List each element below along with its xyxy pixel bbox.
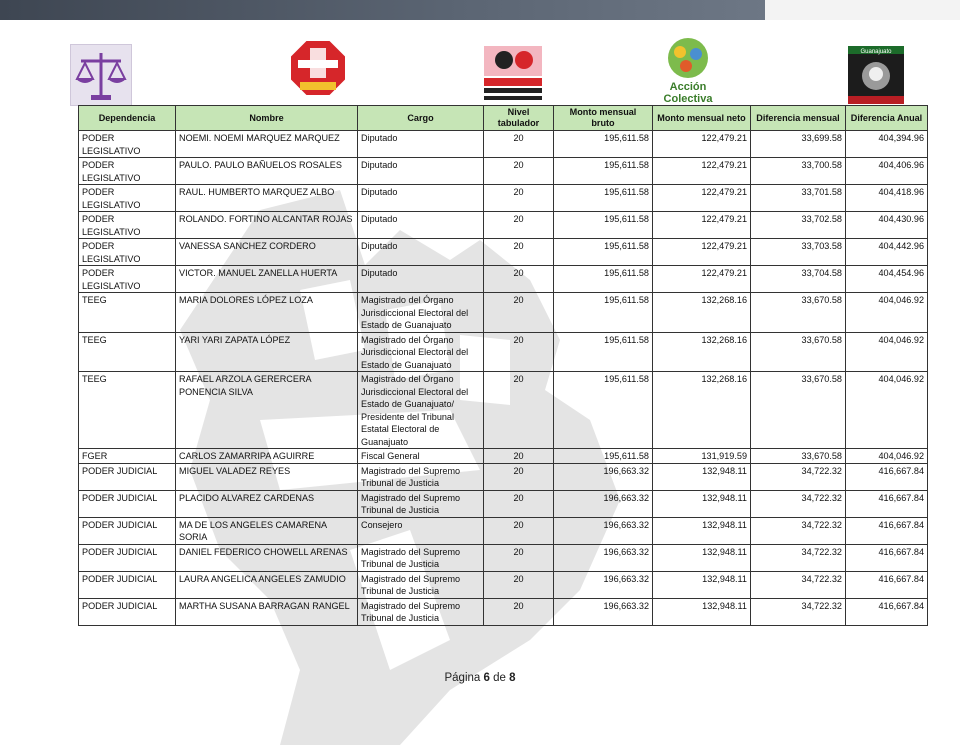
table-row xyxy=(79,293,928,333)
dependencia-cell: PODER JUDICIAL xyxy=(79,490,176,517)
cargo-cell: Magistrado del Órgano Jurisdiccional Electoral del Estado de Guanajuato xyxy=(358,332,484,372)
diferencia-mensual-cell: 34,722.32 xyxy=(751,571,846,598)
dependencia-cell: PODER LEGISLATIVO xyxy=(79,185,176,212)
nivel-cell: 20 xyxy=(484,293,554,333)
bruto-cell: 196,663.32 xyxy=(554,463,653,490)
nombre-cell: NOEMI. NOEMI MARQUEZ MARQUEZ xyxy=(176,131,358,158)
nivel-cell: 20 xyxy=(484,517,554,544)
diferencia-mensual-cell: 33,700.58 xyxy=(751,158,846,185)
column-header: Monto mensual bruto xyxy=(554,106,653,131)
diferencia-mensual-cell: 34,722.32 xyxy=(751,490,846,517)
column-header: Dependencia xyxy=(79,106,176,131)
nivel-cell: 20 xyxy=(484,598,554,625)
nombre-cell: ROLANDO. FORTINO ALCANTAR ROJAS xyxy=(176,212,358,239)
nombre-cell: RAUL. HUMBERTO MARQUEZ ALBO xyxy=(176,185,358,212)
neto-cell: 132,268.16 xyxy=(653,332,751,372)
nivel-cell: 20 xyxy=(484,332,554,372)
neto-cell: 132,948.11 xyxy=(653,490,751,517)
column-header: Nivel tabulador xyxy=(484,106,554,131)
nivel-cell: 20 xyxy=(484,449,554,464)
neto-cell: 122,479.21 xyxy=(653,239,751,266)
dependencia-cell: TEEG xyxy=(79,332,176,372)
nivel-cell: 20 xyxy=(484,158,554,185)
column-header: Nombre xyxy=(176,106,358,131)
bruto-cell: 196,663.32 xyxy=(554,490,653,517)
dependencia-cell: PODER LEGISLATIVO xyxy=(79,266,176,293)
cargo-cell: Magistrado del Supremo Tribunal de Justicia xyxy=(358,463,484,490)
dependencia-cell: FGER xyxy=(79,449,176,464)
dependencia-cell: PODER JUDICIAL xyxy=(79,463,176,490)
diferencia-mensual-cell: 33,670.58 xyxy=(751,293,846,333)
top-banner xyxy=(0,0,765,20)
table-row xyxy=(79,266,928,293)
bruto-cell: 195,611.58 xyxy=(554,332,653,372)
diferencia-anual-cell: 404,442.96 xyxy=(846,239,928,266)
diferencia-anual-cell: 404,406.96 xyxy=(846,158,928,185)
diferencia-mensual-cell: 34,722.32 xyxy=(751,463,846,490)
diferencia-anual-cell: 416,667.84 xyxy=(846,490,928,517)
nombre-cell: MARIA DOLORES LÓPEZ LOZA xyxy=(176,293,358,333)
table-row xyxy=(79,517,928,544)
neto-cell: 132,948.11 xyxy=(653,463,751,490)
scale-justice-icon xyxy=(70,44,132,106)
neto-cell: 122,479.21 xyxy=(653,212,751,239)
neto-cell: 122,479.21 xyxy=(653,266,751,293)
diferencia-mensual-cell: 33,670.58 xyxy=(751,372,846,449)
diferencia-mensual-cell: 33,702.58 xyxy=(751,212,846,239)
table-row xyxy=(79,185,928,212)
nivel-cell: 20 xyxy=(484,266,554,293)
cargo-cell: Magistrado del Supremo Tribunal de Justicia xyxy=(358,544,484,571)
bruto-cell: 196,663.32 xyxy=(554,571,653,598)
dependencia-cell: PODER JUDICIAL xyxy=(79,571,176,598)
diferencia-anual-cell: 404,454.96 xyxy=(846,266,928,293)
cargo-cell: Diputado xyxy=(358,239,484,266)
nombre-cell: LAURA ANGELICA ANGELES ZAMUDIO xyxy=(176,571,358,598)
cargo-cell: Diputado xyxy=(358,212,484,239)
dependencia-cell: TEEG xyxy=(79,293,176,333)
table-row xyxy=(79,449,928,464)
nombre-cell: VICTOR. MANUEL ZANELLA HUERTA xyxy=(176,266,358,293)
nombre-cell: MIGUEL VALADEZ REYES xyxy=(176,463,358,490)
nombre-cell: PLACIDO ALVAREZ CARDENAS xyxy=(176,490,358,517)
current-page: 6 xyxy=(483,672,490,684)
diferencia-anual-cell: 416,667.84 xyxy=(846,463,928,490)
cargo-cell: Consejero xyxy=(358,517,484,544)
neto-cell: 132,948.11 xyxy=(653,571,751,598)
page-label: Página xyxy=(444,672,481,684)
dependencia-cell: PODER LEGISLATIVO xyxy=(79,212,176,239)
neto-cell: 132,948.11 xyxy=(653,598,751,625)
cargo-cell: Magistrado del Órgano Jurisdiccional Electoral del Estado de Guanajuato/ Presidente del Tribunal Estatal Electoral de Guanajuato xyxy=(358,372,484,449)
cargo-cell: Diputado xyxy=(358,185,484,212)
column-header: Cargo xyxy=(358,106,484,131)
column-header: Diferencia Anual xyxy=(846,106,928,131)
cargo-cell: Fiscal General xyxy=(358,449,484,464)
nivel-cell: 20 xyxy=(484,372,554,449)
bruto-cell: 195,611.58 xyxy=(554,185,653,212)
accion-colectiva-logo xyxy=(656,34,720,106)
dependencia-cell: PODER LEGISLATIVO xyxy=(79,239,176,266)
svg-text:Guanajuato: Guanajuato xyxy=(860,49,892,55)
table-row xyxy=(79,239,928,266)
total-pages: 8 xyxy=(509,672,516,684)
nivel-cell: 20 xyxy=(484,544,554,571)
nombre-cell: MA DE LOS ANGELES CAMARENA SORIA xyxy=(176,517,358,544)
guanajuato-logo xyxy=(848,46,904,104)
bruto-cell: 195,611.58 xyxy=(554,212,653,239)
cargo-cell: Diputado xyxy=(358,158,484,185)
nombre-cell: PAULO. PAULO BAÑUELOS ROSALES xyxy=(176,158,358,185)
neto-cell: 122,479.21 xyxy=(653,131,751,158)
diferencia-mensual-cell: 33,701.58 xyxy=(751,185,846,212)
bruto-cell: 196,663.32 xyxy=(554,517,653,544)
diferencia-mensual-cell: 34,722.32 xyxy=(751,598,846,625)
bruto-cell: 196,663.32 xyxy=(554,598,653,625)
column-header: Diferencia mensual xyxy=(751,106,846,131)
nombre-cell: RAFAEL ARZOLA GERERCERA PONENCIA SILVA xyxy=(176,372,358,449)
observatorio-logo xyxy=(480,44,546,106)
table-row xyxy=(79,158,928,185)
nombre-cell: DANIEL FEDERICO CHOWELL ARENAS xyxy=(176,544,358,571)
dependencia-cell: PODER JUDICIAL xyxy=(79,517,176,544)
bruto-cell: 195,611.58 xyxy=(554,266,653,293)
dependencia-cell: PODER JUDICIAL xyxy=(79,598,176,625)
bruto-cell: 196,663.32 xyxy=(554,544,653,571)
diferencia-anual-cell: 404,046.92 xyxy=(846,332,928,372)
table-row xyxy=(79,490,928,517)
diferencia-anual-cell: 404,046.92 xyxy=(846,449,928,464)
table-row xyxy=(79,332,928,372)
bruto-cell: 195,611.58 xyxy=(554,131,653,158)
bruto-cell: 195,611.58 xyxy=(554,372,653,449)
neto-cell: 122,479.21 xyxy=(653,158,751,185)
nombre-cell: MARTHA SUSANA BARRAGAN RANGEL xyxy=(176,598,358,625)
nivel-cell: 20 xyxy=(484,212,554,239)
diferencia-anual-cell: 416,667.84 xyxy=(846,598,928,625)
dependencia-cell: PODER JUDICIAL xyxy=(79,544,176,571)
nombre-cell: YARI YARI ZAPATA LÓPEZ xyxy=(176,332,358,372)
table-header-row xyxy=(79,106,928,131)
diferencia-mensual-cell: 33,670.58 xyxy=(751,449,846,464)
nombre-cell: VANESSA SANCHEZ CORDERO xyxy=(176,239,358,266)
bruto-cell: 195,611.58 xyxy=(554,239,653,266)
neto-cell: 132,268.16 xyxy=(653,372,751,449)
diferencia-mensual-cell: 34,722.32 xyxy=(751,544,846,571)
salary-table xyxy=(78,105,928,626)
nivel-cell: 20 xyxy=(484,463,554,490)
diferencia-mensual-cell: 33,704.58 xyxy=(751,266,846,293)
table-row xyxy=(79,544,928,571)
diferencia-anual-cell: 416,667.84 xyxy=(846,544,928,571)
dependencia-cell: PODER LEGISLATIVO xyxy=(79,131,176,158)
neto-cell: 131,919.59 xyxy=(653,449,751,464)
svg-text:Acción: Acción xyxy=(669,81,707,93)
diferencia-anual-cell: 404,046.92 xyxy=(846,372,928,449)
diferencia-mensual-cell: 34,722.32 xyxy=(751,517,846,544)
neto-cell: 132,948.11 xyxy=(653,517,751,544)
nivel-cell: 20 xyxy=(484,571,554,598)
cargo-cell: Magistrado del Supremo Tribunal de Justicia xyxy=(358,490,484,517)
nombre-cell: CARLOS ZAMARRIPA AGUIRRE xyxy=(176,449,358,464)
diferencia-anual-cell: 404,046.92 xyxy=(846,293,928,333)
dependencia-cell: PODER LEGISLATIVO xyxy=(79,158,176,185)
bruto-cell: 195,611.58 xyxy=(554,293,653,333)
bruto-cell: 195,611.58 xyxy=(554,449,653,464)
cargo-cell: Magistrado del Supremo Tribunal de Justicia xyxy=(358,571,484,598)
diferencia-anual-cell: 416,667.84 xyxy=(846,517,928,544)
bruto-cell: 195,611.58 xyxy=(554,158,653,185)
diferencia-mensual-cell: 33,670.58 xyxy=(751,332,846,372)
nivel-cell: 20 xyxy=(484,185,554,212)
table-row xyxy=(79,372,928,449)
table-row xyxy=(79,598,928,625)
diferencia-anual-cell: 404,418.96 xyxy=(846,185,928,212)
neto-cell: 132,268.16 xyxy=(653,293,751,333)
dependencia-cell: TEEG xyxy=(79,372,176,449)
neto-cell: 122,479.21 xyxy=(653,185,751,212)
cargo-cell: Diputado xyxy=(358,131,484,158)
table-body xyxy=(79,131,928,626)
stop-corruption-logo xyxy=(288,38,348,104)
page-footer xyxy=(0,672,960,684)
top-banner-margin xyxy=(765,0,960,20)
table-row xyxy=(79,463,928,490)
cargo-cell: Magistrado del Órgano Jurisdiccional Electoral del Estado de Guanajuato xyxy=(358,293,484,333)
cargo-cell: Diputado xyxy=(358,266,484,293)
nivel-cell: 20 xyxy=(484,239,554,266)
page-of-label: de xyxy=(493,672,506,684)
cargo-cell: Magistrado del Supremo Tribunal de Justicia xyxy=(358,598,484,625)
column-header: Monto mensual neto xyxy=(653,106,751,131)
table-row xyxy=(79,212,928,239)
diferencia-anual-cell: 416,667.84 xyxy=(846,571,928,598)
neto-cell: 132,948.11 xyxy=(653,544,751,571)
table-row xyxy=(79,131,928,158)
table-row xyxy=(79,571,928,598)
nivel-cell: 20 xyxy=(484,131,554,158)
diferencia-anual-cell: 404,430.96 xyxy=(846,212,928,239)
diferencia-mensual-cell: 33,699.58 xyxy=(751,131,846,158)
diferencia-anual-cell: 404,394.96 xyxy=(846,131,928,158)
svg-text:Colectiva: Colectiva xyxy=(663,93,713,105)
nivel-cell: 20 xyxy=(484,490,554,517)
diferencia-mensual-cell: 33,703.58 xyxy=(751,239,846,266)
